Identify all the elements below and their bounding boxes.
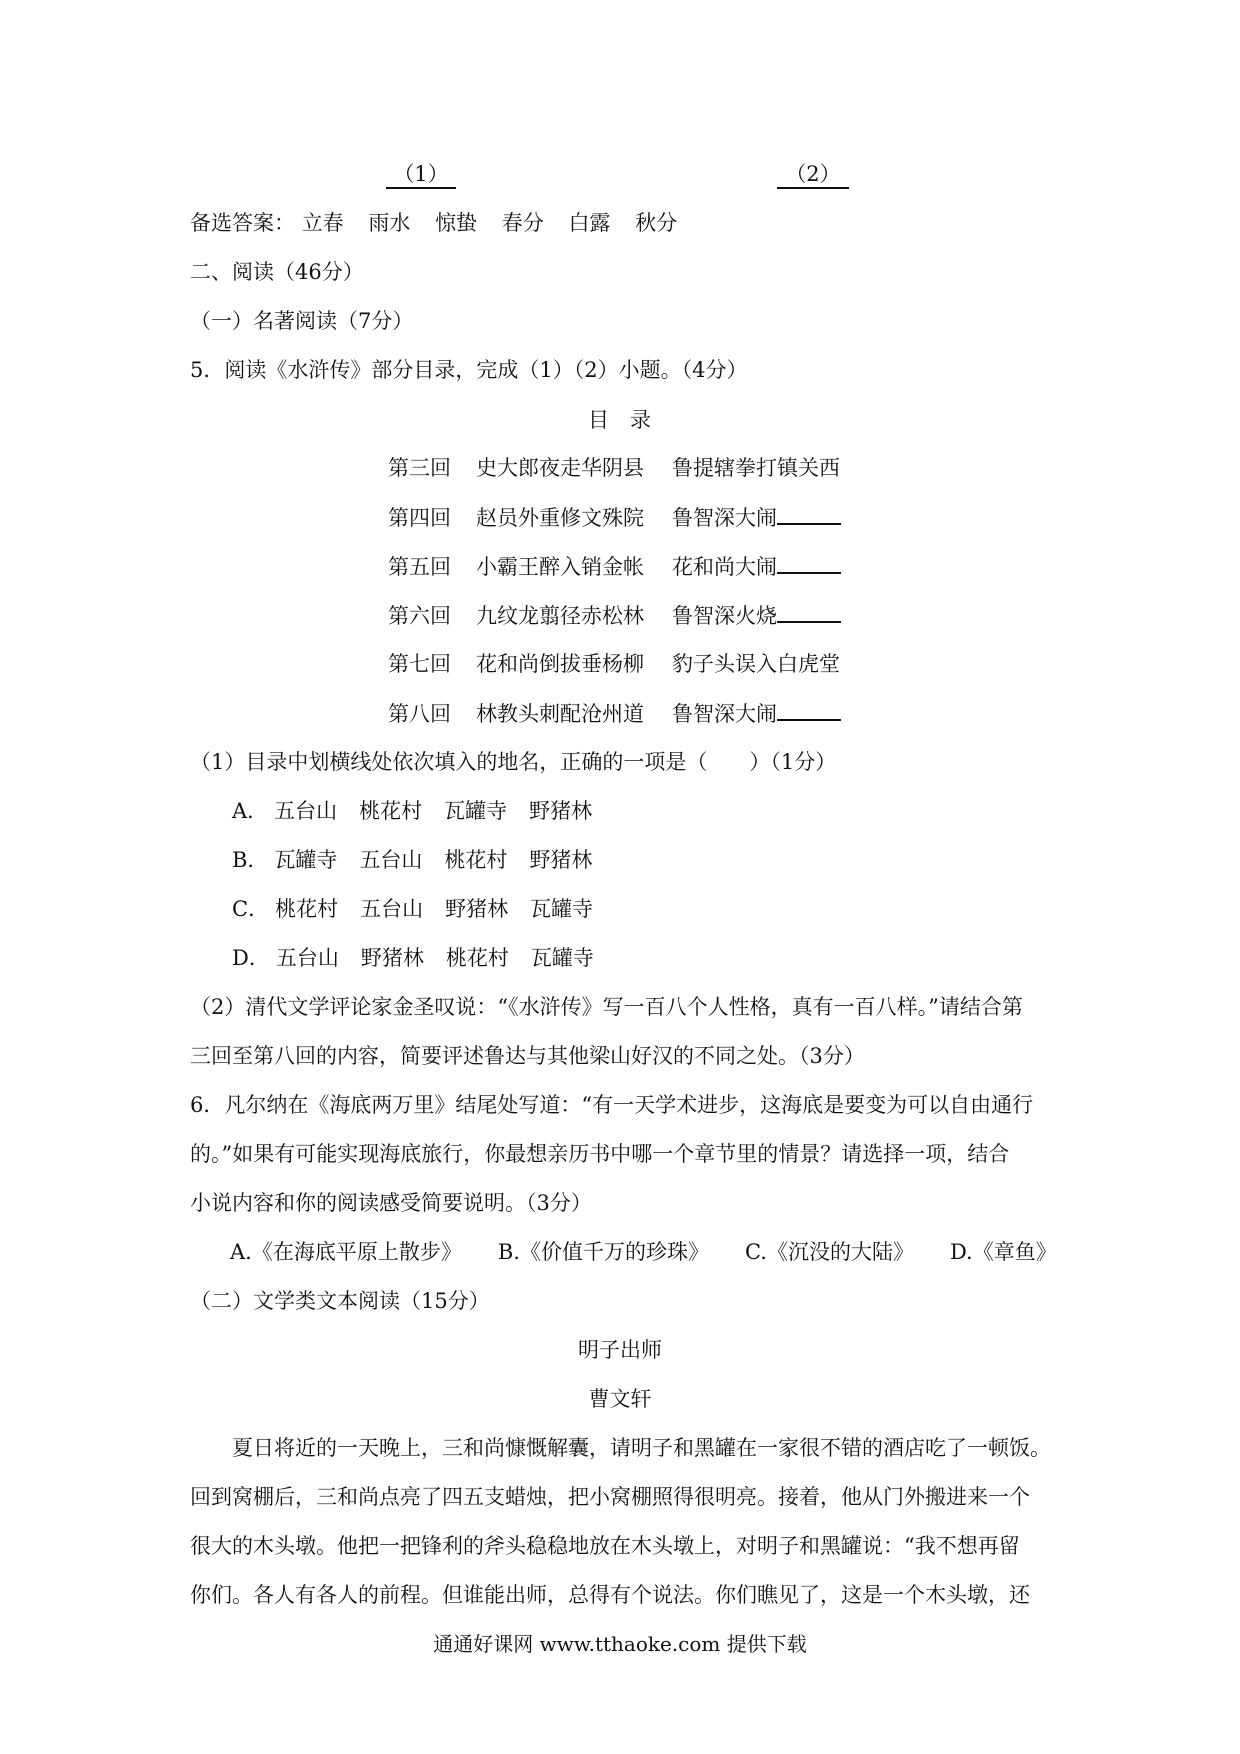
toc-title-a: 赵员外重修文殊院: [476, 506, 644, 530]
question-6-line: 小说内容和你的阅读感受简要说明。（3分）: [190, 1191, 592, 1215]
toc-chapter-number: 第八回: [388, 702, 451, 726]
choice-key: C．: [232, 897, 270, 921]
question-5-sub2-line: （2）清代文学评论家金圣叹说：“《水浒传》写一百八个人性格，真有一百八样。”请结合第: [190, 995, 1023, 1019]
toc-chapter-number: 第六回: [388, 604, 451, 628]
toc-title-b: 豹子头误入白虎堂: [672, 652, 840, 676]
question-5-stem: 5．阅读《水浒传》部分目录，完成（1）（2）小题。（4分）: [190, 358, 748, 382]
answer-blank-2-label: （2）: [777, 164, 849, 189]
section-heading-classics: （一）名著阅读（7分）: [190, 309, 414, 333]
toc-title: 目 录: [588, 408, 651, 432]
toc-row: [388, 703, 841, 725]
choice-item: 五台山: [274, 799, 338, 823]
book-chapter-option: D.《章鱼》: [949, 1240, 1057, 1264]
toc-chapter-number: 第四回: [388, 506, 451, 530]
answer-blank-1: [386, 164, 456, 189]
choice-item: 野猪林: [445, 897, 509, 921]
answer-blank-1-label: （1）: [386, 164, 456, 189]
toc-fill-blank: [777, 605, 841, 623]
toc-row: [388, 654, 840, 675]
toc-fill-blank: [777, 556, 841, 574]
choice-option-d: [232, 948, 616, 969]
story-title: 明子出师: [578, 1338, 662, 1362]
toc-fill-blank: [777, 507, 841, 525]
candidate-item: 春分: [501, 211, 544, 235]
toc-row: [388, 605, 841, 627]
choice-option-b: [232, 850, 614, 871]
choice-item: 瓦罐寺: [530, 946, 594, 970]
choice-key: D．: [232, 946, 270, 970]
candidate-item: 立春: [301, 211, 344, 235]
toc-title-b: 鲁智深大闹: [672, 506, 777, 530]
book-chapter-option: B.《价值千万的珍珠》: [497, 1240, 709, 1264]
candidate-item: 雨水: [368, 211, 411, 235]
choice-item: 野猪林: [529, 799, 593, 823]
candidate-answers: [190, 213, 677, 234]
book-chapter-option: A.《在海底平原上散步》: [230, 1240, 462, 1264]
choice-item: 野猪林: [360, 946, 424, 970]
toc-chapter-number: 第五回: [388, 555, 451, 579]
question-6-line: 6．凡尔纳在《海底两万里》结尾处写道：“有一天学术进步，这海底是要变为可以自由通行: [190, 1093, 1034, 1117]
toc-title-b: 鲁智深大闹: [672, 702, 777, 726]
choice-item: 野猪林: [529, 848, 593, 872]
choice-item: 五台山: [275, 946, 339, 970]
toc-fill-blank: [777, 703, 841, 721]
toc-title-a: 小霸王醉入销金帐: [476, 555, 644, 579]
story-paragraph-line: 夏日将近的一天晚上，三和尚慷慨解囊，请明子和黑罐在一家很不错的酒店吃了一顿饭。: [232, 1436, 1051, 1460]
toc-title-b: 鲁智深火烧: [672, 604, 777, 628]
section-heading-literary: （二）文学类文本阅读（15分）: [190, 1289, 490, 1313]
question-6-line: 的。”如果有可能实现海底旅行，你最想亲历书中哪一个章节里的情景？请选择一项，结合: [190, 1142, 1010, 1166]
choice-item: 瓦罐寺: [274, 848, 338, 872]
toc-title-a: 林教头刺配沧州道: [476, 702, 644, 726]
choice-item: 瓦罐寺: [444, 799, 508, 823]
candidate-item: 秋分: [635, 211, 678, 235]
toc-title-a: 花和尚倒拔垂杨柳: [476, 652, 644, 676]
toc-title-b: 花和尚大闹: [672, 555, 777, 579]
page-footer: 通通好课网 www.tthaoke.com 提供下载: [433, 1632, 807, 1656]
toc-title-a: 史大郎夜走华阴县: [476, 456, 644, 480]
story-author: 曹文轩: [588, 1387, 652, 1411]
toc-title-b: 鲁提辖拳打镇关西: [672, 456, 840, 480]
choice-item: 桃花村: [445, 946, 509, 970]
answer-blank-2: [777, 164, 849, 189]
choice-option-c: [232, 899, 615, 920]
choice-item: 五台山: [360, 897, 424, 921]
toc-chapter-number: 第三回: [388, 456, 451, 480]
choice-item: 瓦罐寺: [530, 897, 594, 921]
toc-title-a: 九纹龙翦径赤松林: [476, 604, 644, 628]
candidate-label: 备选答案：: [190, 211, 295, 235]
choice-item: 桃花村: [359, 799, 423, 823]
toc-row: [388, 458, 840, 479]
question-5-sub2-line: 三回至第八回的内容，简要评述鲁达与其他梁山好汉的不同之处。（3分）: [190, 1044, 865, 1068]
choice-key: A．: [232, 799, 269, 823]
question-5-sub1: （1）目录中划横线处依次填入的地名，正确的一项是（ ）（1分）: [190, 750, 837, 774]
toc-row: [388, 507, 841, 529]
candidate-item: 惊蛰: [435, 211, 478, 235]
choice-item: 五台山: [359, 848, 423, 872]
story-paragraph-line: 你们。各人有各人的前程。但谁能出师，总得有个说法。你们瞧见了，这是一个木头墩，还: [190, 1583, 1030, 1607]
book-chapter-option: C.《沉没的大陆》: [744, 1240, 914, 1264]
toc-chapter-number: 第七回: [388, 652, 451, 676]
choice-item: 桃花村: [444, 848, 508, 872]
choice-key: B．: [232, 848, 269, 872]
candidate-item: 白露: [568, 211, 611, 235]
question-6-options: [230, 1242, 1057, 1263]
section-heading-reading: 二、阅读（46分）: [190, 260, 364, 284]
story-paragraph-line: 很大的木头墩。他把一把锋利的斧头稳稳地放在木头墩上，对明子和黑罐说：“我不想再留: [190, 1534, 1020, 1558]
choice-option-a: [232, 801, 614, 822]
toc-row: [388, 556, 841, 578]
story-paragraph-line: 回到窝棚后，三和尚点亮了四五支蜡烛，把小窝棚照得很明亮。接着，他从门外搬进来一个: [190, 1485, 1030, 1509]
choice-item: 桃花村: [275, 897, 339, 921]
